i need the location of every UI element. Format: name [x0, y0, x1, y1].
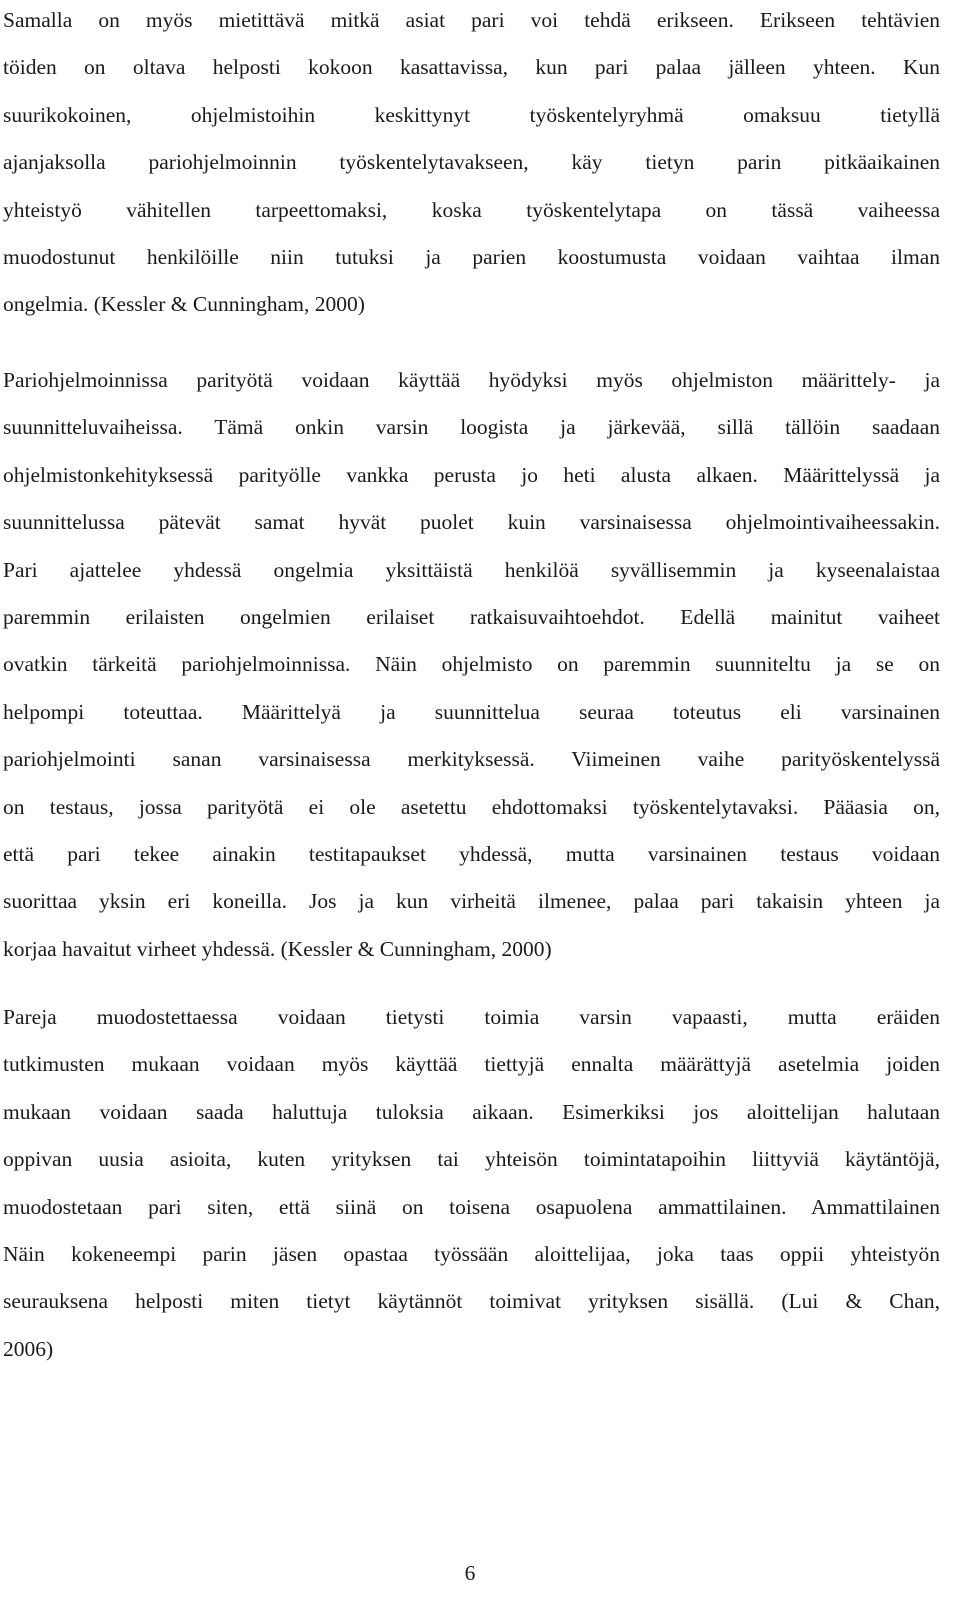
text-line: Pareja muodostettaessa voidaan tietysti toimia varsin vapaasti, mutta eräiden — [3, 1005, 940, 1029]
text-line: ajanjaksolla pariohjelmoinnin työskentelytavakseen, käy tietyn parin pitkäaikainen — [3, 150, 940, 175]
text-line: yhteistyö vähitellen tarpeettomaksi, koska työskentelytapa on tässä vaiheessa — [3, 197, 940, 222]
text-line: pariohjelmointi sanan varsinaisessa merkityksessä. Viimeinen vaihe parityöskentelyssä — [3, 747, 940, 772]
text-line: tutkimusten mukaan voidaan myös käyttää tiettyjä ennalta määrättyjä asetelmia joiden — [3, 1052, 940, 1077]
text-line: Samalla on myös mietittävä mitkä asiat pari voi tehdä erikseen. Erikseen tehtävien — [3, 8, 940, 32]
text-line: mukaan voidaan saada haluttuja tuloksia aikaan. Esimerkiksi jos aloittelijan halutaan — [3, 1099, 940, 1124]
text-line: 2006) — [3, 1336, 54, 1361]
paragraph-3 — [3, 994, 940, 1373]
text-line: seurauksena helposti miten tietyt käytännöt toimivat yrityksen sisällä. (Lui & Chan, — [3, 1289, 940, 1314]
text-line: suunnittelussa pätevät samat hyvät puolet kuin varsinaisessa ohjelmointivaiheessakin. — [3, 510, 940, 535]
text-line: ongelmia. (Kessler & Cunningham, 2000) — [3, 292, 365, 317]
text-line: suorittaa yksin eri koneilla. Jos ja kun virheitä ilmenee, palaa pari takaisin yhteen ja — [3, 889, 940, 914]
text-line: Näin kokeneempi parin jäsen opastaa työssään aloittelijaa, joka taas oppii yhteistyön — [3, 1241, 940, 1266]
text-line: ohjelmistonkehityksessä parityölle vankka perusta jo heti alusta alkaen. Määrittelyssä ja — [3, 462, 940, 487]
text-line: Pari ajattelee yhdessä ongelmia yksittäistä henkilöä syvällisemmin ja kyseenalaistaa — [3, 557, 940, 582]
paragraph-2 — [3, 357, 940, 973]
text-line: helpompi toteuttaa. Määrittelyä ja suunnittelua seuraa toteutus eli varsinainen — [3, 699, 940, 724]
page-number: 6 — [464, 1561, 476, 1585]
text-line: Pariohjelmoinnissa parityötä voidaan käyttää hyödyksi myös ohjelmiston määrittely- ja — [3, 368, 940, 392]
text-line: korjaa havaitut virheet yhdessä. (Kessler & Cunningham, 2000) — [3, 936, 552, 961]
text-line: on testaus, jossa parityötä ei ole asetettu ehdottomaksi työskentelytavaksi. Pääasia on, — [3, 794, 940, 819]
text-line: oppivan uusia asioita, kuten yrityksen tai yhteisön toimintatapoihin liittyviä käytäntöjä, — [3, 1147, 940, 1172]
text-line: ovatkin tärkeitä pariohjelmoinnissa. Näin ohjelmisto on paremmin suunniteltu ja se on — [3, 652, 940, 677]
text-line: paremmin erilaisten ongelmien erilaiset ratkaisuvaihtoehdot. Edellä mainitut vaiheet — [3, 604, 940, 629]
text-line: muodostunut henkilöille niin tutuksi ja parien koostumusta voidaan vaihtaa ilman — [3, 244, 940, 269]
text-line: suurikokoinen, ohjelmistoihin keskittynyt työskentelyryhmä omaksuu tietyllä — [3, 102, 940, 127]
paragraph-1 — [3, 0, 940, 329]
text-line: muodostetaan pari siten, että siinä on toisena osapuolena ammattilainen. Ammattilainen — [3, 1194, 940, 1219]
text-line: töiden on oltava helposti kokoon kasattavissa, kun pari palaa jälleen yhteen. Kun — [3, 55, 940, 80]
text-line: suunnitteluvaiheissa. Tämä onkin varsin loogista ja järkevää, sillä tällöin saadaan — [3, 415, 940, 440]
text-line: että pari tekee ainakin testitapaukset yhdessä, mutta varsinainen testaus voidaan — [3, 841, 940, 866]
